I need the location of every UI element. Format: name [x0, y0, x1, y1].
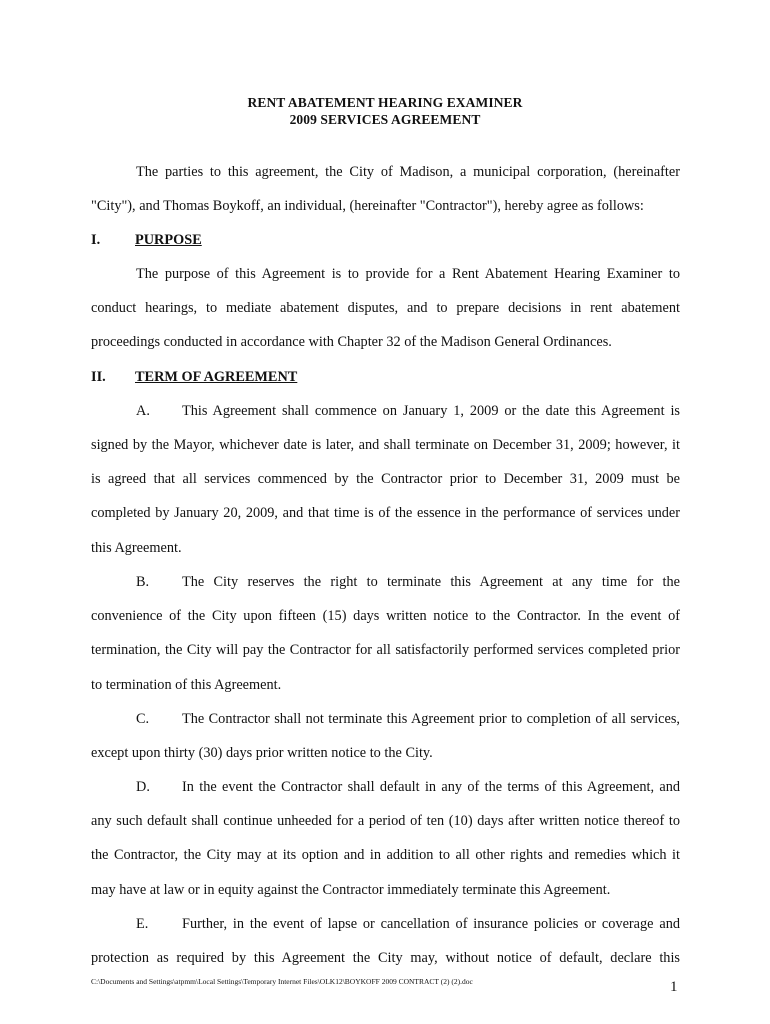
clause-b-line: convenience of the City upon fifteen (15) days written notice to the Contractor. In the event of: [91, 608, 680, 624]
clause-d-line: any such default shall continue unheeded for a period of ten (10) days after written notice thereof to: [91, 813, 680, 829]
clause-letter: C.: [136, 711, 150, 727]
clause-c-line: [136, 710, 680, 728]
paragraph-line: conduct hearings, to mediate abatement disputes, and to prepare decisions in rent abatement: [91, 300, 680, 316]
clause-b-line: [136, 573, 680, 591]
clause-a-line: completed by January 20, 2009, and that time is of the essence in the performance of services under: [91, 505, 680, 521]
clause-d-line: [136, 778, 680, 796]
clause-letter: B.: [136, 574, 150, 590]
intro-line: The parties to this agreement, the City of Madison, a municipal corporation, (hereinafter: [136, 164, 680, 180]
clause-a-line: is agreed that all services commenced by the Contractor prior to December 31, 2009 must be: [91, 471, 680, 487]
clause-text: Further, in the event of lapse or cancellation of insurance policies or coverage and: [182, 916, 680, 932]
clause-e-line: protection as required by this Agreement the City may, without notice of default, declare this: [91, 950, 680, 966]
clause-a-line: signed by the Mayor, whichever date is later, and shall terminate on December 31, 2009; however, it: [91, 437, 680, 453]
document-title: RENT ABATEMENT HEARING EXAMINER: [247, 95, 523, 110]
section-title: PURPOSE: [135, 232, 202, 248]
clause-letter: A.: [136, 403, 150, 419]
clause-a-line: this Agreement.: [91, 540, 182, 556]
clause-c-line: except upon thirty (30) days prior written notice to the City.: [91, 745, 433, 761]
clause-text: This Agreement shall commence on January 1, 2009 or the date this Agreement is: [182, 403, 680, 419]
clause-text: In the event the Contractor shall default in any of the terms of this Agreement, and: [182, 779, 680, 795]
clause-letter: E.: [136, 916, 149, 932]
clause-e-line: [136, 915, 680, 933]
intro-line: "City"), and Thomas Boykoff, an individual, (hereinafter "Contractor"), hereby agree as follows:: [91, 198, 644, 214]
paragraph-line: The purpose of this Agreement is to provide for a Rent Abatement Hearing Examiner to: [136, 266, 680, 282]
clause-a-line: [136, 402, 680, 420]
section-heading-term: [91, 368, 297, 386]
clause-letter: D.: [136, 779, 150, 795]
document-subtitle: 2009 SERVICES AGREEMENT: [289, 112, 481, 127]
clause-text: The Contractor shall not terminate this Agreement prior to completion of all services,: [182, 711, 680, 727]
section-number: I.: [91, 232, 101, 248]
section-heading-purpose: [91, 231, 202, 249]
paragraph-line: proceedings conducted in accordance with Chapter 32 of the Madison General Ordinances.: [91, 334, 612, 350]
clause-d-line: may have at law or in equity against the Contractor immediately terminate this Agreement.: [91, 882, 611, 898]
clause-text: The City reserves the right to terminate this Agreement at any time for the: [182, 574, 680, 590]
section-number: II.: [91, 369, 106, 385]
section-title: TERM OF AGREEMENT: [135, 369, 298, 385]
clause-b-line: to termination of this Agreement.: [91, 677, 282, 693]
clause-b-line: termination, the City will pay the Contractor for all satisfactorily performed services completed prior: [91, 642, 680, 658]
clause-d-line: the Contractor, the City may at its option and in addition to all other rights and remedies which it: [91, 847, 680, 863]
footer-file-path: C:\Documents and Settings\atpmm\Local Settings\Temporary Internet Files\OLK12\BOYKOFF 2009 CONTRACT (2) (2).doc: [91, 977, 473, 986]
page-number: 1: [670, 979, 678, 995]
